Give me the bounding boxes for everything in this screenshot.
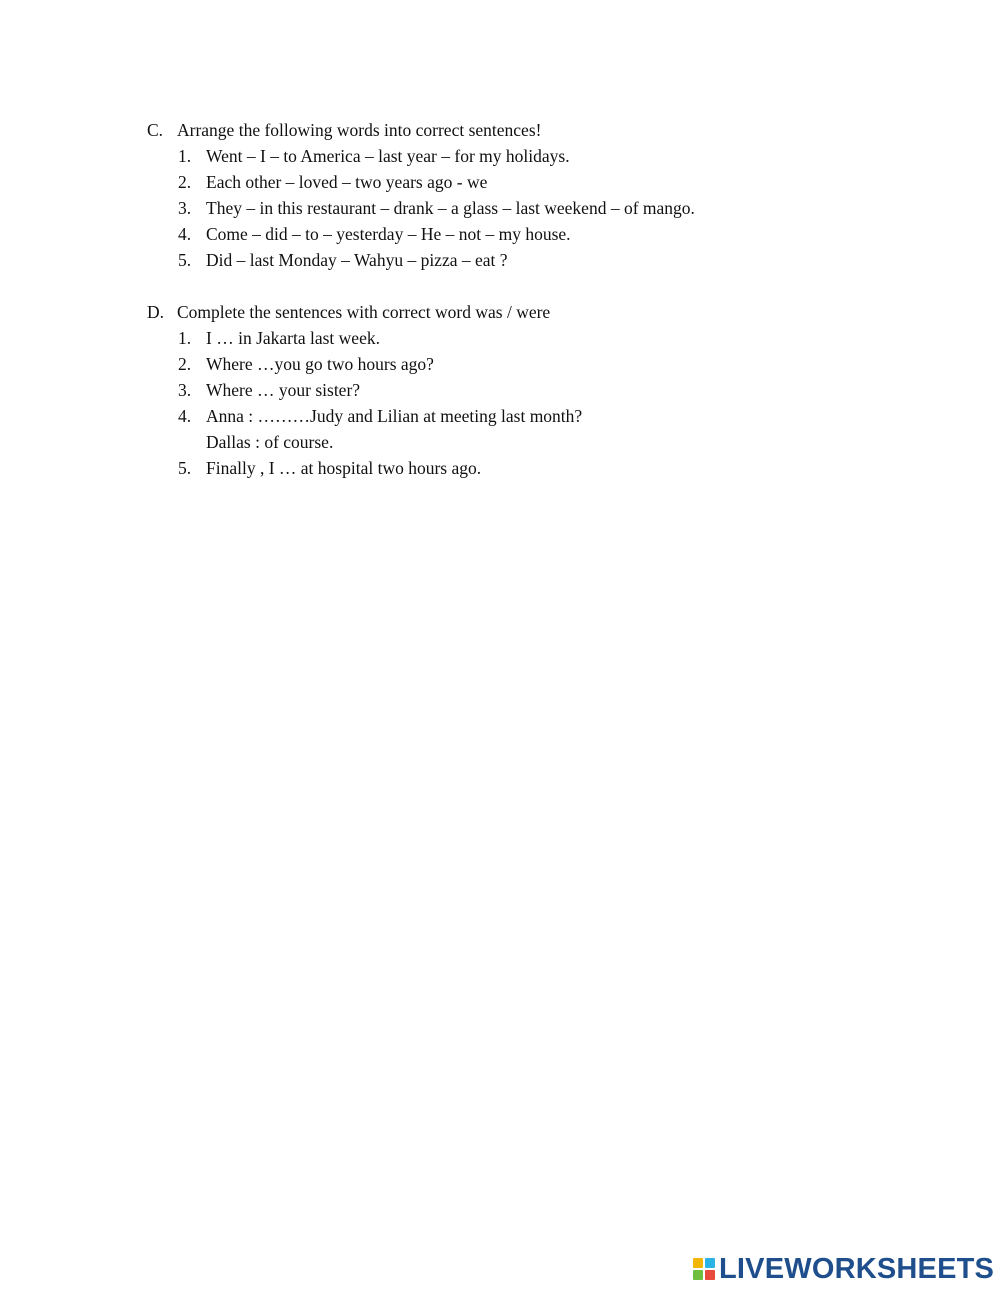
list-item [147,195,847,221]
item-text: Went – I – to America – last year – for my holidays. [206,146,570,166]
liveworksheets-logo [693,1254,994,1284]
list-item [147,169,847,195]
list-item [147,325,847,351]
logo-mark-square [693,1270,703,1280]
item-text: Finally , I … at hospital two hours ago. [206,458,482,478]
logo-mark-square [705,1258,715,1268]
item-text: Come – did – to – yesterday – He – not – my house. [206,224,571,244]
item-text: They – in this restaurant – drank – a glass – last weekend – of mango. [206,198,695,218]
section-c [147,117,847,273]
section-c-heading [147,117,847,143]
item-continuation-text: Dallas : of course. [206,432,334,452]
item-number: 2. [178,354,192,374]
list-item [147,247,847,273]
list-item [147,351,847,377]
item-text: Where …you go two hours ago? [206,354,434,374]
logo-mark-square [693,1258,703,1268]
logo-mark-square [705,1270,715,1280]
item-number: 2. [178,172,192,192]
item-number: 3. [178,198,192,218]
item-text: Each other – loved – two years ago - we [206,172,488,192]
item-text: Where … your sister? [206,380,361,400]
item-number: 4. [178,406,192,426]
item-number: 1. [178,328,192,348]
item-number: 5. [178,458,192,478]
item-text: Anna : ………Judy and Lilian at meeting last month? [206,406,583,426]
item-number: 5. [178,250,192,270]
list-item-continuation [147,429,847,455]
section-c-letter: C. [147,120,164,140]
item-number: 4. [178,224,192,244]
logo-text: LIVEWORKSHEETS [719,1253,995,1285]
item-number: 1. [178,146,192,166]
logo-mark-icon [693,1258,715,1280]
section-c-instruction: Arrange the following words into correct sentences! [177,120,542,140]
section-d-instruction: Complete the sentences with correct word was / were [177,302,551,322]
section-d-heading [147,299,847,325]
section-d [147,299,847,481]
list-item [147,403,847,429]
list-item [147,143,847,169]
list-item [147,221,847,247]
list-item [147,455,847,481]
item-text: I … in Jakarta last week. [206,328,380,348]
item-text: Did – last Monday – Wahyu – pizza – eat ? [206,250,508,270]
section-d-letter: D. [147,302,165,322]
item-number: 3. [178,380,192,400]
list-item [147,377,847,403]
